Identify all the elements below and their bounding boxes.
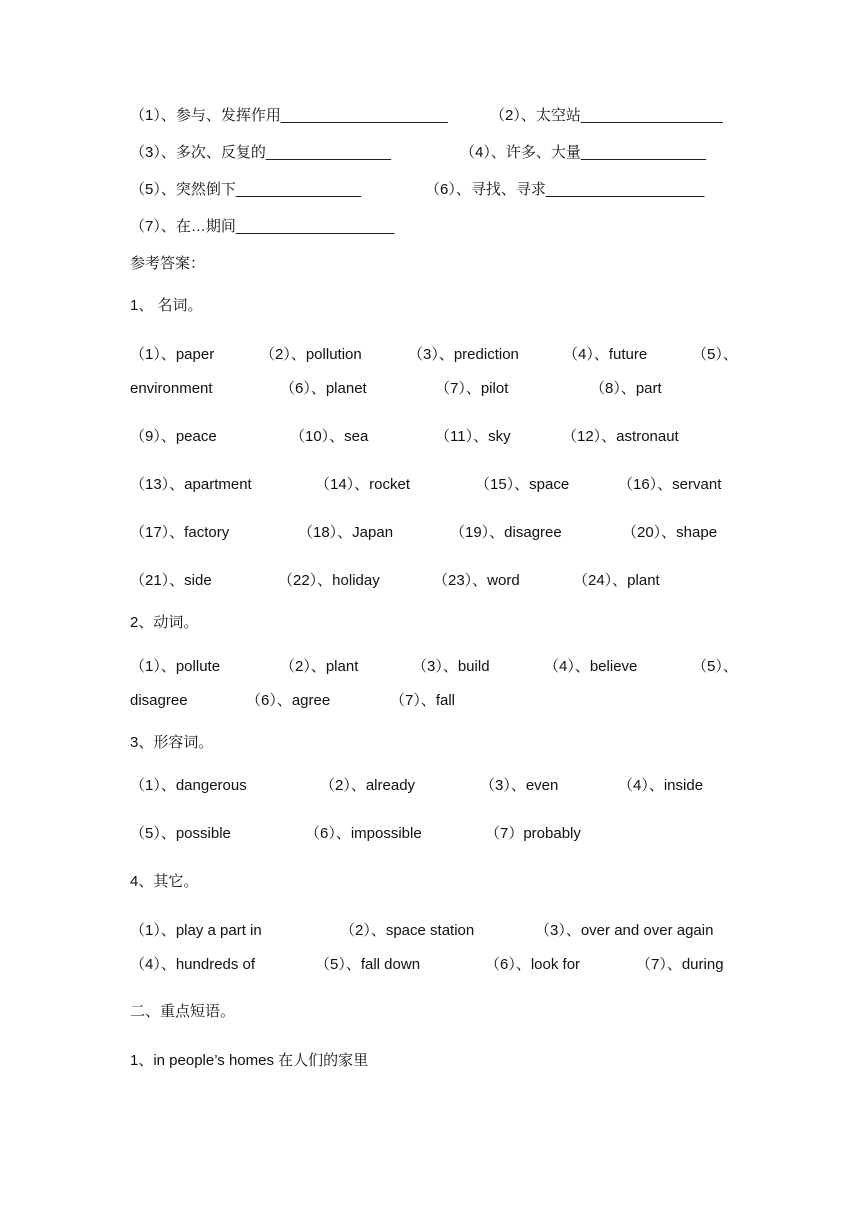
answer-item: （6）、agree	[246, 692, 331, 709]
fill-in-row-3	[130, 175, 730, 205]
answer-item: （8）、part	[590, 380, 662, 397]
s3-row-2	[130, 819, 730, 849]
s1-row-4	[130, 470, 730, 500]
answer-item: （5）、	[692, 346, 738, 363]
answer-item: （5）、fall down	[315, 956, 421, 973]
part-2-title: 二、重点短语。	[130, 1003, 236, 1020]
answer-item: （1）、pollute	[130, 658, 221, 675]
fill-item: （7）、在…期间___________________	[130, 218, 395, 235]
answer-item: （6）、impossible	[305, 825, 422, 842]
fill-item: （3）、多次、反复的_______________	[130, 144, 391, 161]
answer-item: （3）、even	[480, 777, 559, 794]
s4-row-2	[130, 950, 730, 980]
answer-item: （9）、peace	[130, 428, 217, 445]
s1-row-3	[130, 422, 730, 452]
fill-item: （6）、寻找、寻求___________________	[425, 181, 705, 198]
answer-item: （3）、build	[412, 658, 490, 675]
answer-item: （18）、Japan	[298, 524, 394, 541]
answer-item: （15）、space	[475, 476, 570, 493]
s2-row-1	[130, 652, 738, 682]
answer-item: （14）、rocket	[315, 476, 411, 493]
s1-row-1	[130, 340, 738, 370]
answer-item: （6）、look for	[485, 956, 581, 973]
answer-item: （4）、believe	[544, 658, 638, 675]
answer-item: （16）、servant	[618, 476, 722, 493]
answer-item: （3）、over and over again	[535, 922, 714, 939]
fill-item: （2）、太空站_________________	[490, 107, 723, 124]
s1-row-2	[130, 374, 730, 404]
section-4-title: 4、其它。	[130, 873, 199, 890]
answer-item: （19）、disagree	[450, 524, 562, 541]
s1-row-5	[130, 518, 730, 548]
answer-item: （2）、space station	[340, 922, 475, 939]
answer-item: environment	[130, 380, 213, 397]
answer-item: （6）、planet	[280, 380, 367, 397]
fill-in-row-1	[130, 101, 730, 131]
fill-item: （1）、参与、发挥作用____________________	[130, 107, 448, 124]
answer-item: （5）、	[692, 658, 738, 675]
answer-item: （7）、pilot	[435, 380, 509, 397]
answer-title: 参考答案：	[130, 255, 206, 272]
s1-row-6	[130, 566, 730, 596]
section-3-title: 3、形容词。	[130, 734, 214, 751]
answer-item: （2）、already	[320, 777, 416, 794]
answer-item: （13）、apartment	[130, 476, 252, 493]
answer-item: （4）、hundreds of	[130, 956, 256, 973]
section-2-title: 2、动词。	[130, 614, 199, 631]
answer-item: （21）、side	[130, 572, 212, 589]
answer-item: （3）、prediction	[408, 346, 519, 363]
answer-item: （5）、possible	[130, 825, 231, 842]
answer-item: （12）、astronaut	[562, 428, 679, 445]
fill-in-row-2	[130, 138, 730, 168]
answer-item: （7）、fall	[390, 692, 456, 709]
section-1-title: 1、 名词。	[130, 297, 203, 314]
fill-in-row-4	[130, 212, 730, 242]
answer-item: （22）、holiday	[278, 572, 380, 589]
answer-item: （7）probably	[485, 825, 581, 842]
answer-item: （1）、paper	[130, 346, 215, 363]
answer-item: （7）、during	[636, 956, 724, 973]
answer-item: （4）、future	[563, 346, 648, 363]
answer-item: （2）、pollution	[260, 346, 362, 363]
answer-item: （11）、sky	[435, 428, 511, 445]
answer-item: （24）、plant	[573, 572, 660, 589]
s2-row-2	[130, 686, 730, 716]
answer-item: （17）、factory	[130, 524, 230, 541]
answer-item: （1）、dangerous	[130, 777, 247, 794]
fill-item: （4）、许多、大量_______________	[460, 144, 706, 161]
fill-item: （5）、突然倒下_______________	[130, 181, 361, 198]
answer-item: （23）、word	[433, 572, 520, 589]
answer-item: （1）、play a part in	[130, 922, 262, 939]
answer-item: （20）、shape	[622, 524, 718, 541]
answer-item: （10）、sea	[290, 428, 369, 445]
answer-item: disagree	[130, 692, 188, 709]
answer-item: （4）、inside	[618, 777, 704, 794]
s4-row-1	[130, 916, 730, 946]
phrase-item-1: 1、in people’s homes 在人们的家里	[130, 1052, 369, 1069]
answer-item: （2）、plant	[280, 658, 359, 675]
s3-row-1	[130, 771, 730, 801]
